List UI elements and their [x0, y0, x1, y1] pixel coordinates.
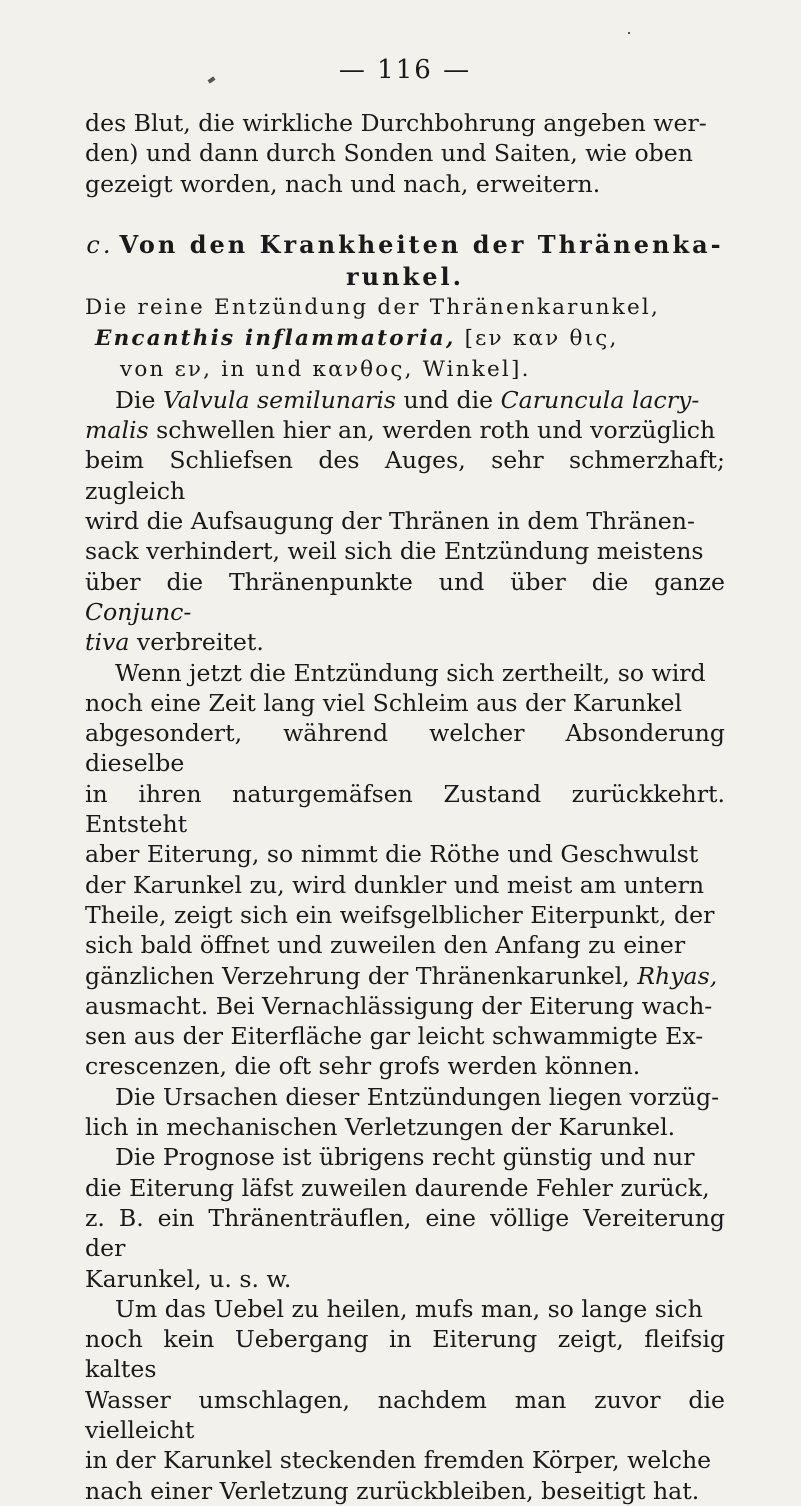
text-line: Theile, zeigt sich ein weifsgelblicher Eiterpunkt, der — [85, 900, 715, 929]
latin-term: Valvula semilunaris — [162, 385, 396, 414]
latin-term: malis — [85, 416, 149, 445]
text-line: ausmacht. Bei Vernachlässigung der Eiterung wach- — [85, 991, 713, 1020]
text-line: die Eiterung läfst zuweilen daurende Fehler zurück, — [85, 1173, 710, 1202]
latin-term: Encanthis inflammatoria, — [95, 325, 456, 351]
text-span: über die Thränenpunkte und über die ganze — [85, 567, 725, 596]
text-line: den) und dann durch Sonden und Saiten, wie oben — [85, 139, 693, 168]
text-line: gezeigt worden, nach und nach, erweitern. — [85, 169, 601, 198]
section-label: c. — [86, 230, 114, 259]
page-number: — 116 — — [338, 55, 472, 85]
text-line: Wasser umschlagen, nachdem man zuvor die vielleicht — [85, 1385, 725, 1444]
text-line: in der Karunkel steckenden fremden Körper, welche — [85, 1446, 712, 1475]
text-line: Die Prognose ist übrigens recht günstig und nur — [115, 1143, 695, 1172]
greek-term: [εν καν θις, — [455, 325, 619, 351]
text-line: Karunkel, u. s. w. — [85, 1264, 292, 1293]
text-line: sich bald öffnet und zuweilen den Anfang zu einer — [85, 931, 686, 960]
section-heading-line: runkel. — [346, 261, 464, 291]
text-line — [85, 961, 725, 991]
section-heading-text: Von den Krankheiten der Thränenka- — [119, 229, 724, 259]
book-page — [85, 50, 725, 1506]
text-line: noch kein Uebergang in Eiterung zeigt, fleifsig kaltes — [85, 1325, 725, 1384]
text-line: noch eine Zeit lang viel Schleim aus der Karunkel — [85, 688, 683, 717]
text-line: Um das Uebel zu heilen, mufs man, so lange sich — [115, 1294, 703, 1323]
text-line: Die Ursachen dieser Entzündungen liegen vorzüg- — [115, 1082, 720, 1111]
paragraph-causes — [85, 1082, 725, 1143]
paragraph-prognosis — [85, 1142, 725, 1293]
text-line — [85, 627, 725, 657]
definition-block — [85, 292, 725, 385]
text-line: sen aus der Eiterfläche gar leicht schwammigte Ex- — [85, 1022, 704, 1051]
text-line: crescenzen, die oft sehr grofs werden können. — [85, 1052, 641, 1081]
definition-line — [85, 323, 725, 354]
text-line: Wenn jetzt die Entzündung sich zertheilt, so wird — [115, 658, 706, 687]
text-line: nach einer Verletzung zurückbleiben, beseitigt hat. — [85, 1476, 700, 1505]
text-span: gänzlichen Verzehrung der Thränenkarunkel, — [85, 961, 638, 990]
paragraph-treatment — [85, 1294, 725, 1506]
section-heading — [85, 229, 725, 292]
section-heading-line — [85, 229, 725, 261]
text-span: und die — [395, 385, 501, 414]
latin-term: Rhyas, — [637, 961, 718, 990]
text-line: beim Schliefsen des Auges, sehr schmerzhaft; zugleich — [85, 446, 725, 505]
text-span: schwellen hier an, werden roth und vorzüglich — [148, 416, 716, 445]
definition-line: Die reine Entzündung der Thränenkarunkel, — [85, 294, 660, 320]
paragraph-course — [85, 658, 725, 1082]
text-line: abgesondert, während welcher Absonderung dieselbe — [85, 719, 725, 778]
ink-speck — [628, 32, 630, 34]
text-line — [85, 567, 725, 628]
text-span: Die — [115, 385, 163, 414]
text-line: z. B. ein Thränenträuflen, eine völlige Vereiterung der — [85, 1203, 725, 1263]
text-line: lich in mechanischen Verletzungen der Karunkel. — [85, 1113, 676, 1142]
text-span: verbreitet. — [129, 628, 264, 657]
latin-term: Caruncula lacry- — [500, 385, 700, 414]
text-line: aber Eiterung, so nimmt die Röthe und Geschwulst — [85, 840, 699, 869]
paragraph-symptoms — [85, 385, 725, 658]
spacer — [85, 199, 725, 229]
latin-term: Conjunc- — [85, 597, 192, 626]
latin-term: tiva — [85, 628, 130, 657]
definition-line: von εν, in und κανθος, Winkel]. — [120, 356, 531, 382]
text-line — [85, 415, 725, 445]
text-line: in ihren naturgemäfsen Zustand zurückkehrt. Entsteht — [85, 779, 725, 839]
intro-paragraph — [85, 108, 725, 199]
text-line: wird die Aufsaugung der Thränen in dem Thränen- — [85, 507, 695, 536]
text-line: des Blut, die wirkliche Durchbohrung angeben wer- — [85, 109, 707, 137]
text-line: der Karunkel zu, wird dunkler und meist am untern — [85, 870, 705, 899]
text-line: sack verhindert, weil sich die Entzündung meistens — [85, 537, 704, 566]
text-line — [85, 385, 725, 415]
